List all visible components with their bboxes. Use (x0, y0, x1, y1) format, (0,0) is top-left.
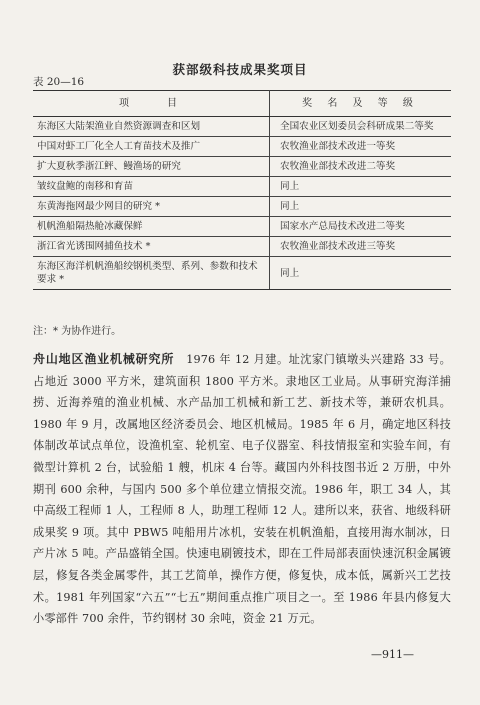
project-cell: 浙江省光诱围网捕鱼技术 * (33, 237, 270, 257)
table-row (33, 137, 451, 157)
table-header-row (33, 91, 451, 117)
project-cell: 东海区大陆架渔业自然资源调查和区划 (33, 117, 270, 137)
page-number: —911— (371, 648, 414, 661)
award-cell: 同上 (270, 257, 452, 290)
award-table (33, 90, 451, 290)
project-cell: 东黄海拖网最少网目的研究 * (33, 197, 270, 217)
table-row (33, 217, 451, 237)
project-cell: 中国对虾工厂化全人工育苗技术及推广 (33, 137, 270, 157)
award-cell: 同上 (270, 197, 452, 217)
table-row (33, 237, 451, 257)
award-cell: 农牧渔业部技术改进一等奖 (270, 137, 452, 157)
section-paragraph (33, 349, 451, 630)
table-row (33, 117, 451, 137)
table-note: 注：* 为协作进行。 (33, 326, 122, 337)
project-cell: 东海区海洋机帆渔船绞钢机类型、系列、参数和技术要求 * (33, 257, 270, 290)
award-cell: 农牧渔业部技术改进二等奖 (270, 157, 452, 177)
project-cell: 扩大夏秋季浙江鲆、鳗渔场的研究 (33, 157, 270, 177)
award-cell: 全国农业区划委员会科研成果二等奖 (270, 117, 452, 137)
section-text: 1976 年 12 月建。址沈家门镇墩头兴建路 33 号。占地近 3000 平方米，建筑面积 1800 平方米。隶地区工业局。从事研究海洋捕捞、近海养殖的渔业机械、水产品加工机械和新工艺、新技术等，兼研农机具。1980 年 9 月，改属地区经济委员会、地区机械局。1985 年 6 月，确定地区科技体制改革试点单位，设渔机室、轮机室、电子仪器室、科技情报室和实验车间，有微型计算机 2 台，试验船 1 艘，机床 4 台等。藏国内外科技图书近 2 万册，中外期刊 600 余种，与国内 500 多个单位建立情报交流。1986 年，职工 34 人，其中高级工程师 1 人，工程师 8 人，助理工程师 12 人。建所以来，获省、地级科研成果奖 9 项。其中 PBW5 吨船用片冰机，安装在机帆渔船，直接用海水制冰，日产片冰 5 吨。产品盛销全国。快速电刷镀技术，即在工件局部表面快速沉积金属镀层，修复各类金属零件，其工艺简单，操作方便，修复快，成本低，属新兴工艺技术。1981 年列国家“六五”“七五”期间重点推广项目之一。至 1986 年县内修复大小零部件 700 余件，节约钢材 30 余吨，资金 21 万元。 (33, 353, 451, 626)
table-row (33, 157, 451, 177)
project-cell: 皱纹盘鲍的南移和育苗 (33, 177, 270, 197)
header-project: 项 目 (33, 91, 270, 117)
award-cell: 农牧渔业部技术改进三等奖 (270, 237, 452, 257)
section-heading: 舟山地区渔业机械研究所 (33, 352, 175, 366)
header-award: 奖 名 及 等 级 (270, 91, 452, 117)
table-row (33, 197, 451, 217)
table-title: 获部级科技成果奖项目 (172, 62, 308, 77)
table-number: 表 20—16 (33, 76, 85, 88)
table-row (33, 177, 451, 197)
award-cell: 同上 (270, 177, 452, 197)
table-row (33, 257, 451, 290)
award-cell: 国家水产总局技术改进二等奖 (270, 217, 452, 237)
project-cell: 机帆渔船隔热舱冰藏保鲜 (33, 217, 270, 237)
